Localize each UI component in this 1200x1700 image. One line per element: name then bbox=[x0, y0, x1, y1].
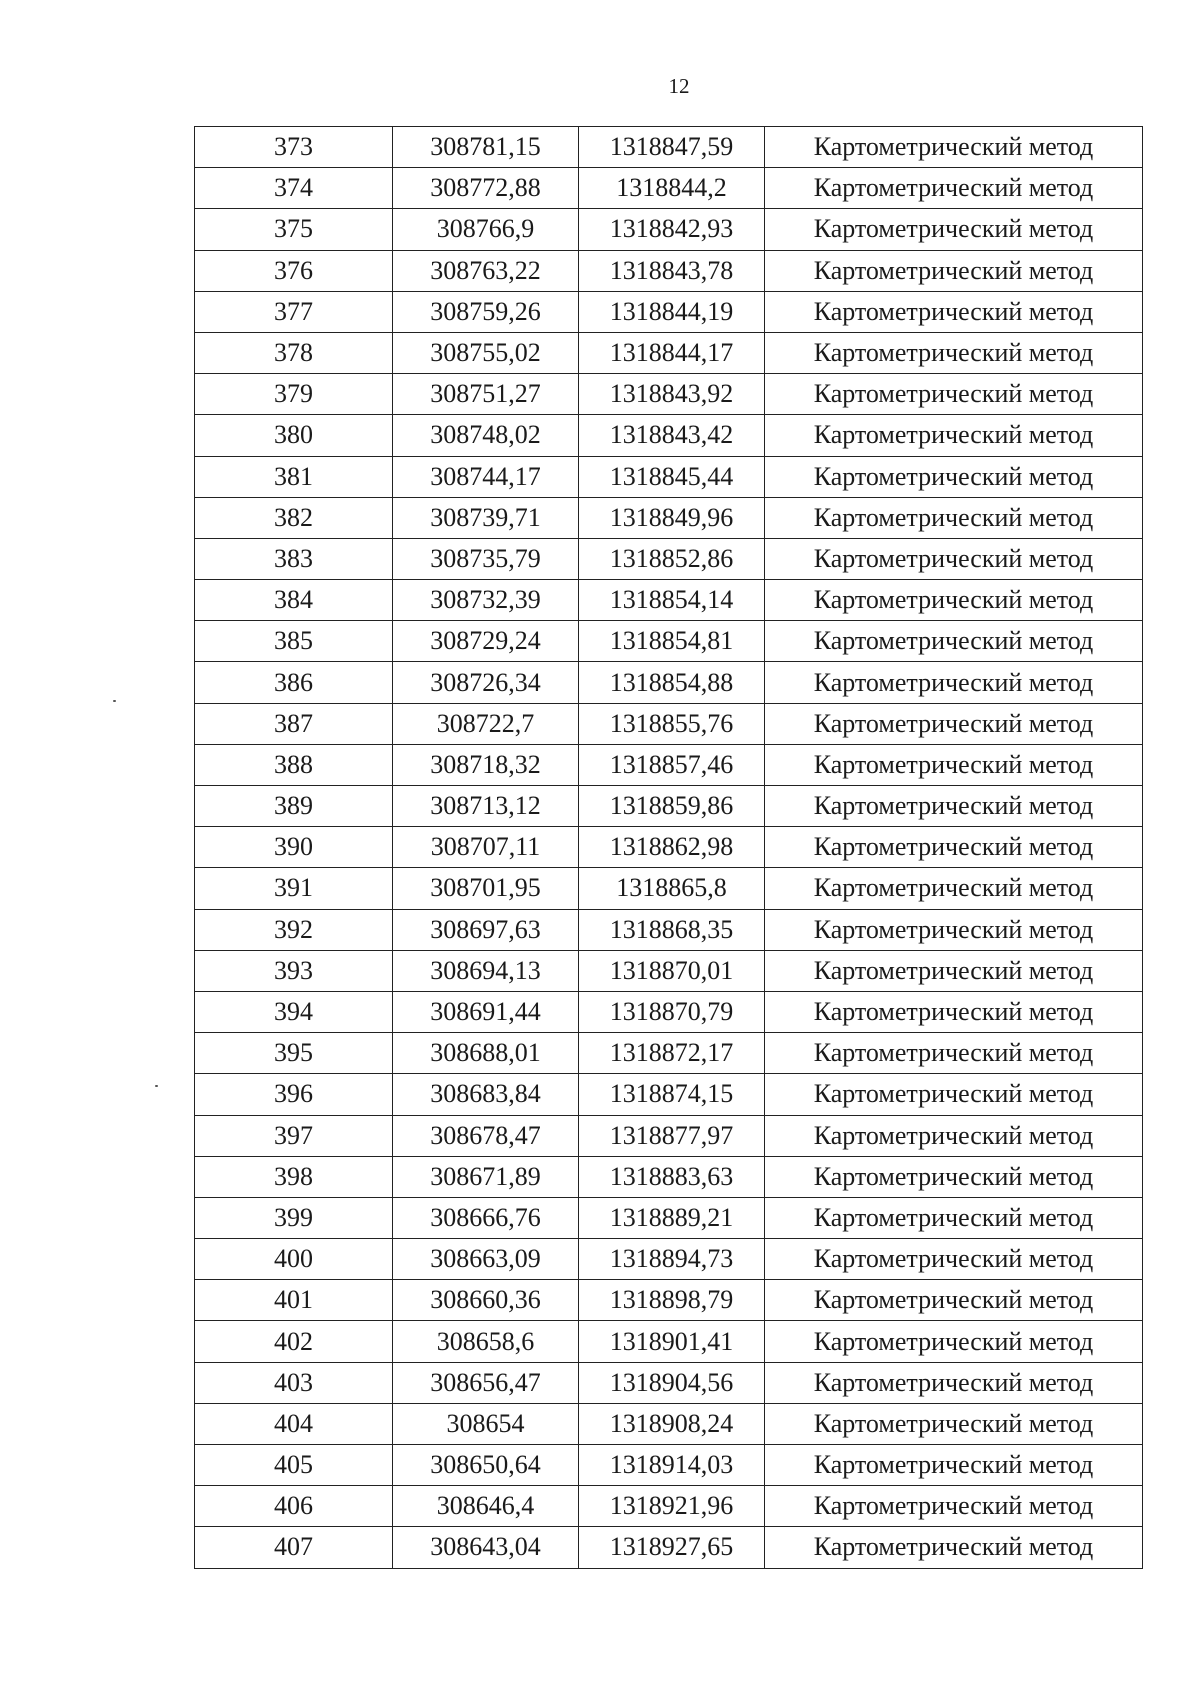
table-row bbox=[195, 250, 1143, 291]
x-coordinate-cell: 308707,11 bbox=[393, 827, 579, 868]
y-coordinate-cell: 1318877,97 bbox=[579, 1115, 765, 1156]
method-cell: Картометрический метод bbox=[765, 621, 1143, 662]
table-row bbox=[195, 332, 1143, 373]
x-coordinate-cell: 308683,84 bbox=[393, 1074, 579, 1115]
table-row bbox=[195, 827, 1143, 868]
table-row bbox=[195, 209, 1143, 250]
point-number-cell: 396 bbox=[195, 1074, 393, 1115]
x-coordinate-cell: 308701,95 bbox=[393, 868, 579, 909]
point-number-cell: 404 bbox=[195, 1403, 393, 1444]
x-coordinate-cell: 308713,12 bbox=[393, 786, 579, 827]
y-coordinate-cell: 1318870,01 bbox=[579, 950, 765, 991]
y-coordinate-cell: 1318847,59 bbox=[579, 127, 765, 168]
y-coordinate-cell: 1318849,96 bbox=[579, 497, 765, 538]
y-coordinate-cell: 1318927,65 bbox=[579, 1527, 765, 1568]
y-coordinate-cell: 1318854,88 bbox=[579, 662, 765, 703]
x-coordinate-cell: 308732,39 bbox=[393, 580, 579, 621]
table-row bbox=[195, 291, 1143, 332]
method-cell: Картометрический метод bbox=[765, 1197, 1143, 1238]
point-number-cell: 403 bbox=[195, 1362, 393, 1403]
x-coordinate-cell: 308744,17 bbox=[393, 456, 579, 497]
x-coordinate-cell: 308772,88 bbox=[393, 168, 579, 209]
table-row bbox=[195, 1321, 1143, 1362]
y-coordinate-cell: 1318859,86 bbox=[579, 786, 765, 827]
point-number-cell: 392 bbox=[195, 909, 393, 950]
y-coordinate-cell: 1318872,17 bbox=[579, 1033, 765, 1074]
method-cell: Картометрический метод bbox=[765, 374, 1143, 415]
table-row bbox=[195, 1074, 1143, 1115]
method-cell: Картометрический метод bbox=[765, 1362, 1143, 1403]
x-coordinate-cell: 308759,26 bbox=[393, 291, 579, 332]
method-cell: Картометрический метод bbox=[765, 827, 1143, 868]
method-cell: Картометрический метод bbox=[765, 127, 1143, 168]
y-coordinate-cell: 1318844,17 bbox=[579, 332, 765, 373]
point-number-cell: 376 bbox=[195, 250, 393, 291]
table-row bbox=[195, 1033, 1143, 1074]
y-coordinate-cell: 1318862,98 bbox=[579, 827, 765, 868]
y-coordinate-cell: 1318843,42 bbox=[579, 415, 765, 456]
point-number-cell: 387 bbox=[195, 703, 393, 744]
point-number-cell: 405 bbox=[195, 1445, 393, 1486]
table-row bbox=[195, 497, 1143, 538]
y-coordinate-cell: 1318854,81 bbox=[579, 621, 765, 662]
method-cell: Картометрический метод bbox=[765, 1527, 1143, 1568]
method-cell: Картометрический метод bbox=[765, 497, 1143, 538]
table-row bbox=[195, 127, 1143, 168]
y-coordinate-cell: 1318889,21 bbox=[579, 1197, 765, 1238]
x-coordinate-cell: 308646,4 bbox=[393, 1486, 579, 1527]
x-coordinate-cell: 308755,02 bbox=[393, 332, 579, 373]
x-coordinate-cell: 308748,02 bbox=[393, 415, 579, 456]
x-coordinate-cell: 308678,47 bbox=[393, 1115, 579, 1156]
point-number-cell: 377 bbox=[195, 291, 393, 332]
point-number-cell: 397 bbox=[195, 1115, 393, 1156]
point-number-cell: 399 bbox=[195, 1197, 393, 1238]
point-number-cell: 374 bbox=[195, 168, 393, 209]
x-coordinate-cell: 308739,71 bbox=[393, 497, 579, 538]
point-number-cell: 379 bbox=[195, 374, 393, 415]
point-number-cell: 394 bbox=[195, 991, 393, 1032]
point-number-cell: 386 bbox=[195, 662, 393, 703]
y-coordinate-cell: 1318921,96 bbox=[579, 1486, 765, 1527]
y-coordinate-cell: 1318908,24 bbox=[579, 1403, 765, 1444]
point-number-cell: 401 bbox=[195, 1280, 393, 1321]
table-row bbox=[195, 786, 1143, 827]
y-coordinate-cell: 1318852,86 bbox=[579, 538, 765, 579]
scan-speck bbox=[155, 1085, 158, 1087]
y-coordinate-cell: 1318842,93 bbox=[579, 209, 765, 250]
method-cell: Картометрический метод bbox=[765, 456, 1143, 497]
method-cell: Картометрический метод bbox=[765, 950, 1143, 991]
point-number-cell: 383 bbox=[195, 538, 393, 579]
method-cell: Картометрический метод bbox=[765, 703, 1143, 744]
x-coordinate-cell: 308722,7 bbox=[393, 703, 579, 744]
point-number-cell: 398 bbox=[195, 1156, 393, 1197]
y-coordinate-cell: 1318894,73 bbox=[579, 1239, 765, 1280]
point-number-cell: 378 bbox=[195, 332, 393, 373]
table-row bbox=[195, 168, 1143, 209]
x-coordinate-cell: 308656,47 bbox=[393, 1362, 579, 1403]
method-cell: Картометрический метод bbox=[765, 538, 1143, 579]
y-coordinate-cell: 1318898,79 bbox=[579, 1280, 765, 1321]
y-coordinate-cell: 1318865,8 bbox=[579, 868, 765, 909]
y-coordinate-cell: 1318904,56 bbox=[579, 1362, 765, 1403]
method-cell: Картометрический метод bbox=[765, 1321, 1143, 1362]
y-coordinate-cell: 1318868,35 bbox=[579, 909, 765, 950]
table-row bbox=[195, 374, 1143, 415]
point-number-cell: 388 bbox=[195, 744, 393, 785]
x-coordinate-cell: 308735,79 bbox=[393, 538, 579, 579]
table-row bbox=[195, 991, 1143, 1032]
method-cell: Картометрический метод bbox=[765, 1403, 1143, 1444]
y-coordinate-cell: 1318845,44 bbox=[579, 456, 765, 497]
x-coordinate-cell: 308688,01 bbox=[393, 1033, 579, 1074]
point-number-cell: 384 bbox=[195, 580, 393, 621]
x-coordinate-cell: 308658,6 bbox=[393, 1321, 579, 1362]
table-row bbox=[195, 662, 1143, 703]
y-coordinate-cell: 1318870,79 bbox=[579, 991, 765, 1032]
x-coordinate-cell: 308691,44 bbox=[393, 991, 579, 1032]
point-number-cell: 407 bbox=[195, 1527, 393, 1568]
x-coordinate-cell: 308654 bbox=[393, 1403, 579, 1444]
method-cell: Картометрический метод bbox=[765, 868, 1143, 909]
y-coordinate-cell: 1318855,76 bbox=[579, 703, 765, 744]
method-cell: Картометрический метод bbox=[765, 168, 1143, 209]
method-cell: Картометрический метод bbox=[765, 1115, 1143, 1156]
table-row bbox=[195, 703, 1143, 744]
scan-speck bbox=[113, 700, 116, 702]
table-row bbox=[195, 950, 1143, 991]
point-number-cell: 375 bbox=[195, 209, 393, 250]
x-coordinate-cell: 308763,22 bbox=[393, 250, 579, 291]
table-row bbox=[195, 415, 1143, 456]
point-number-cell: 382 bbox=[195, 497, 393, 538]
x-coordinate-cell: 308663,09 bbox=[393, 1239, 579, 1280]
table-row bbox=[195, 1197, 1143, 1238]
method-cell: Картометрический метод bbox=[765, 909, 1143, 950]
table-row bbox=[195, 580, 1143, 621]
y-coordinate-cell: 1318843,92 bbox=[579, 374, 765, 415]
coordinates-table-body bbox=[195, 127, 1143, 1569]
method-cell: Картометрический метод bbox=[765, 580, 1143, 621]
table-row bbox=[195, 621, 1143, 662]
method-cell: Картометрический метод bbox=[765, 1033, 1143, 1074]
method-cell: Картометрический метод bbox=[765, 1156, 1143, 1197]
table-row bbox=[195, 538, 1143, 579]
table-row bbox=[195, 1527, 1143, 1568]
x-coordinate-cell: 308694,13 bbox=[393, 950, 579, 991]
x-coordinate-cell: 308671,89 bbox=[393, 1156, 579, 1197]
point-number-cell: 391 bbox=[195, 868, 393, 909]
method-cell: Картометрический метод bbox=[765, 415, 1143, 456]
method-cell: Картометрический метод bbox=[765, 1486, 1143, 1527]
point-number-cell: 390 bbox=[195, 827, 393, 868]
method-cell: Картометрический метод bbox=[765, 209, 1143, 250]
method-cell: Картометрический метод bbox=[765, 991, 1143, 1032]
point-number-cell: 395 bbox=[195, 1033, 393, 1074]
x-coordinate-cell: 308726,34 bbox=[393, 662, 579, 703]
method-cell: Картометрический метод bbox=[765, 250, 1143, 291]
point-number-cell: 389 bbox=[195, 786, 393, 827]
method-cell: Картометрический метод bbox=[765, 291, 1143, 332]
y-coordinate-cell: 1318901,41 bbox=[579, 1321, 765, 1362]
y-coordinate-cell: 1318844,2 bbox=[579, 168, 765, 209]
x-coordinate-cell: 308781,15 bbox=[393, 127, 579, 168]
y-coordinate-cell: 1318914,03 bbox=[579, 1445, 765, 1486]
point-number-cell: 406 bbox=[195, 1486, 393, 1527]
method-cell: Картометрический метод bbox=[765, 662, 1143, 703]
coordinates-table bbox=[194, 126, 1143, 1569]
point-number-cell: 400 bbox=[195, 1239, 393, 1280]
table-row bbox=[195, 1115, 1143, 1156]
y-coordinate-cell: 1318854,14 bbox=[579, 580, 765, 621]
table-row bbox=[195, 744, 1143, 785]
x-coordinate-cell: 308660,36 bbox=[393, 1280, 579, 1321]
x-coordinate-cell: 308729,24 bbox=[393, 621, 579, 662]
method-cell: Картометрический метод bbox=[765, 1239, 1143, 1280]
page-number: 12 bbox=[668, 74, 690, 98]
table-row bbox=[195, 1362, 1143, 1403]
point-number-cell: 373 bbox=[195, 127, 393, 168]
y-coordinate-cell: 1318857,46 bbox=[579, 744, 765, 785]
method-cell: Картометрический метод bbox=[765, 1445, 1143, 1486]
method-cell: Картометрический метод bbox=[765, 1074, 1143, 1115]
x-coordinate-cell: 308718,32 bbox=[393, 744, 579, 785]
y-coordinate-cell: 1318843,78 bbox=[579, 250, 765, 291]
table-row bbox=[195, 1156, 1143, 1197]
table-row bbox=[195, 1280, 1143, 1321]
y-coordinate-cell: 1318883,63 bbox=[579, 1156, 765, 1197]
table-row bbox=[195, 1486, 1143, 1527]
method-cell: Картометрический метод bbox=[765, 786, 1143, 827]
point-number-cell: 393 bbox=[195, 950, 393, 991]
table-row bbox=[195, 1403, 1143, 1444]
point-number-cell: 380 bbox=[195, 415, 393, 456]
y-coordinate-cell: 1318844,19 bbox=[579, 291, 765, 332]
table-row bbox=[195, 909, 1143, 950]
table-row bbox=[195, 1445, 1143, 1486]
x-coordinate-cell: 308666,76 bbox=[393, 1197, 579, 1238]
method-cell: Картометрический метод bbox=[765, 332, 1143, 373]
x-coordinate-cell: 308697,63 bbox=[393, 909, 579, 950]
table-row bbox=[195, 868, 1143, 909]
x-coordinate-cell: 308751,27 bbox=[393, 374, 579, 415]
point-number-cell: 381 bbox=[195, 456, 393, 497]
table-row bbox=[195, 456, 1143, 497]
x-coordinate-cell: 308766,9 bbox=[393, 209, 579, 250]
x-coordinate-cell: 308643,04 bbox=[393, 1527, 579, 1568]
table-row bbox=[195, 1239, 1143, 1280]
point-number-cell: 402 bbox=[195, 1321, 393, 1362]
y-coordinate-cell: 1318874,15 bbox=[579, 1074, 765, 1115]
point-number-cell: 385 bbox=[195, 621, 393, 662]
x-coordinate-cell: 308650,64 bbox=[393, 1445, 579, 1486]
method-cell: Картометрический метод bbox=[765, 1280, 1143, 1321]
method-cell: Картометрический метод bbox=[765, 744, 1143, 785]
